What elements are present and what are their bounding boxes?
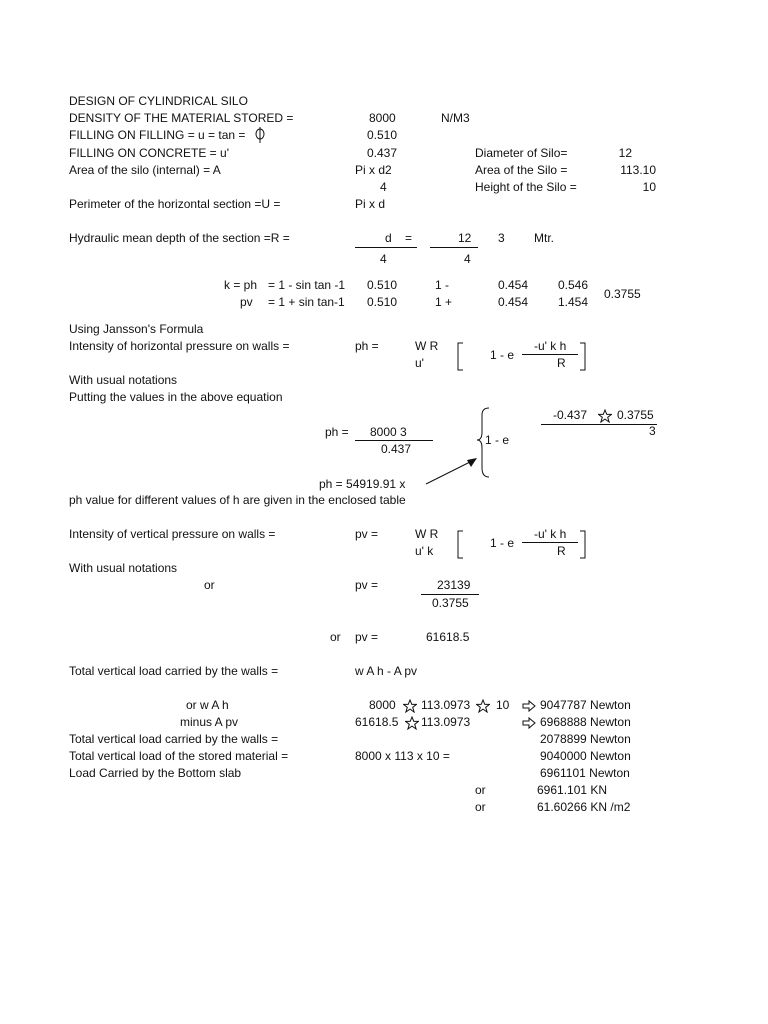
- wah-result: 9047787 Newton: [540, 698, 631, 712]
- or-label-2: or: [330, 630, 341, 644]
- stored-material-value: 9040000 Newton: [540, 749, 631, 763]
- ph-calc-exp-a: -0.437: [553, 408, 588, 422]
- height-value: 10: [642, 180, 656, 194]
- k-row2-b: 1.454: [558, 295, 589, 309]
- ph-calc-one-minus-e: 1 - e: [485, 433, 510, 447]
- filling-on-concrete-label: FILLING ON CONCRETE = u': [69, 146, 229, 160]
- star-icon: [405, 716, 419, 730]
- hmd-unit: Mtr.: [534, 231, 554, 245]
- k-row1-lhs: k = ph: [224, 278, 258, 292]
- ph-calc-exp-den: 3: [649, 424, 656, 438]
- right-arrow-icon: [522, 699, 536, 713]
- stored-material-formula: 8000 x 113 x 10 =: [355, 749, 450, 763]
- wah-c: 10: [496, 698, 510, 712]
- pointer-arrow-head: [467, 458, 477, 467]
- hmd-result: 3: [498, 231, 505, 245]
- hmd-equals: =: [405, 231, 413, 245]
- pv-equals-3: pv =: [355, 630, 379, 644]
- pointer-arrow-line: [426, 460, 474, 484]
- ph-calc-den: 0.437: [381, 442, 412, 456]
- density-label: DENSITY OF THE MATERIAL STORED =: [69, 111, 294, 125]
- or-label-3: or: [475, 783, 486, 797]
- hmd-den2: 4: [464, 252, 471, 266]
- hmd-d: d: [385, 231, 392, 245]
- ph-result: ph = 54919.91 x: [319, 477, 406, 491]
- bottom-slab-label: Load Carried by the Bottom slab: [69, 766, 242, 780]
- left-bracket-pv: [458, 531, 463, 558]
- or-label-4: or: [475, 800, 486, 814]
- vertical-pressure-label: Intensity of vertical pressure on walls =: [69, 527, 276, 541]
- wah-b: 113.0973: [421, 698, 471, 712]
- k-value: 0.3755: [604, 287, 641, 301]
- filling-on-filling-value: 0.510: [367, 128, 398, 142]
- pv-exp-den: R: [557, 544, 566, 558]
- k-row1-b: 0.546: [558, 278, 589, 292]
- right-bracket-ph: [580, 343, 585, 370]
- bottom-slab-kn-m2: 61.60266 KN /m2: [537, 800, 631, 814]
- silo-area-label: Area of the Silo =: [475, 163, 568, 177]
- pv-equals: pv =: [355, 527, 379, 541]
- filling-on-filling-label: FILLING ON FILLING = u = tan =: [69, 128, 246, 142]
- pv-equals-2: pv =: [355, 578, 379, 592]
- hmd-label: Hydraulic mean depth of the section =R =: [69, 231, 290, 245]
- height-label: Height of the Silo =: [475, 180, 577, 194]
- star-icon: [476, 699, 490, 713]
- perimeter-formula: Pi x d: [355, 197, 386, 211]
- k-row1-a: 0.454: [498, 278, 529, 292]
- ph-u-prime: u': [415, 356, 424, 370]
- left-bracket-ph: [458, 343, 463, 370]
- area-label: Area of the silo (internal) = A: [69, 163, 221, 177]
- k-row2-val: 0.510: [367, 295, 398, 309]
- load-formula: w A h - A pv: [355, 664, 418, 678]
- usual-notations-2: With usual notations: [69, 561, 178, 575]
- document-title: DESIGN OF CYLINDRICAL SILO: [69, 94, 248, 108]
- horizontal-pressure-label: Intensity of horizontal pressure on walls =: [69, 339, 290, 353]
- wah-a: 8000: [369, 698, 396, 712]
- apv-result: 6968888 Newton: [540, 715, 631, 729]
- right-bracket-pv: [580, 531, 585, 558]
- silo-area-value: 113.10: [620, 163, 656, 177]
- pv-num: 23139: [437, 578, 471, 592]
- stored-material-label: Total vertical load of the stored material =: [69, 749, 289, 763]
- pv-uk: u' k: [415, 544, 434, 558]
- ph-wr: W R: [415, 339, 439, 353]
- k-row1-val: 0.510: [367, 278, 398, 292]
- pv-result: 61618.5: [426, 630, 470, 644]
- curly-brace: [477, 408, 489, 477]
- pv-exp-num: -u' k h: [534, 527, 567, 541]
- pv-one-minus-e: 1 - e: [490, 536, 515, 550]
- pv-den: 0.3755: [432, 596, 469, 610]
- diameter-label: Diameter of Silo=: [475, 146, 568, 160]
- density-unit: N/M3: [441, 111, 470, 125]
- area-formula: Pi x d2: [355, 163, 392, 177]
- usual-notations-1: With usual notations: [69, 373, 178, 387]
- ph-calc-num: 8000 3: [370, 425, 407, 439]
- density-value: 8000: [369, 111, 396, 125]
- k-row1-op: 1 -: [435, 278, 450, 292]
- filling-on-concrete-value: 0.437: [367, 146, 398, 160]
- area-denominator: 4: [380, 180, 387, 194]
- hmd-num2: 12: [458, 231, 472, 245]
- k-row1-formula: = 1 - sin tan -1: [268, 278, 346, 292]
- ph-calc-exp-b: 0.3755: [617, 408, 654, 422]
- diameter-value: 12: [618, 146, 632, 160]
- star-icon: [403, 699, 417, 713]
- k-row2-lhs: pv: [240, 295, 253, 309]
- pv-wr: W R: [415, 527, 439, 541]
- bottom-slab-value: 6961101 Newton: [540, 766, 630, 780]
- total-walls-label-2: Total vertical load carried by the walls =: [69, 732, 279, 746]
- ph-one-minus-e: 1 - e: [490, 348, 515, 362]
- apv-a: 61618.5: [355, 715, 399, 729]
- bottom-slab-kn: 6961.101 KN: [537, 783, 608, 797]
- total-walls-label: Total vertical load carried by the walls =: [69, 664, 279, 678]
- right-arrow-icon: [522, 716, 536, 730]
- ph-exp-num: -u' k h: [534, 339, 567, 353]
- hmd-den1: 4: [380, 252, 387, 266]
- total-walls-value: 2078899 Newton: [540, 732, 631, 746]
- apv-b: 113.0973: [421, 715, 471, 729]
- minus-apv-label: minus A pv: [180, 715, 239, 729]
- ph-calc-equals: ph =: [325, 425, 349, 439]
- or-label-1: or: [204, 578, 215, 592]
- or-wah-label: or w A h: [186, 698, 229, 712]
- ph-exp-den: R: [557, 356, 566, 370]
- putting-values: Putting the values in the above equation: [69, 390, 283, 404]
- k-row2-a: 0.454: [498, 295, 529, 309]
- star-icon: [598, 409, 612, 423]
- k-row2-op: 1 +: [435, 295, 453, 309]
- perimeter-label: Perimeter of the horizontal section =U =: [69, 197, 281, 211]
- ph-equals: ph =: [355, 339, 379, 353]
- ph-table-note: ph value for different values of h are given in the enclosed table: [69, 493, 406, 507]
- k-row2-formula: = 1 + sin tan-1: [268, 295, 345, 309]
- janssen-title: Using Jansson's Formula: [69, 322, 204, 336]
